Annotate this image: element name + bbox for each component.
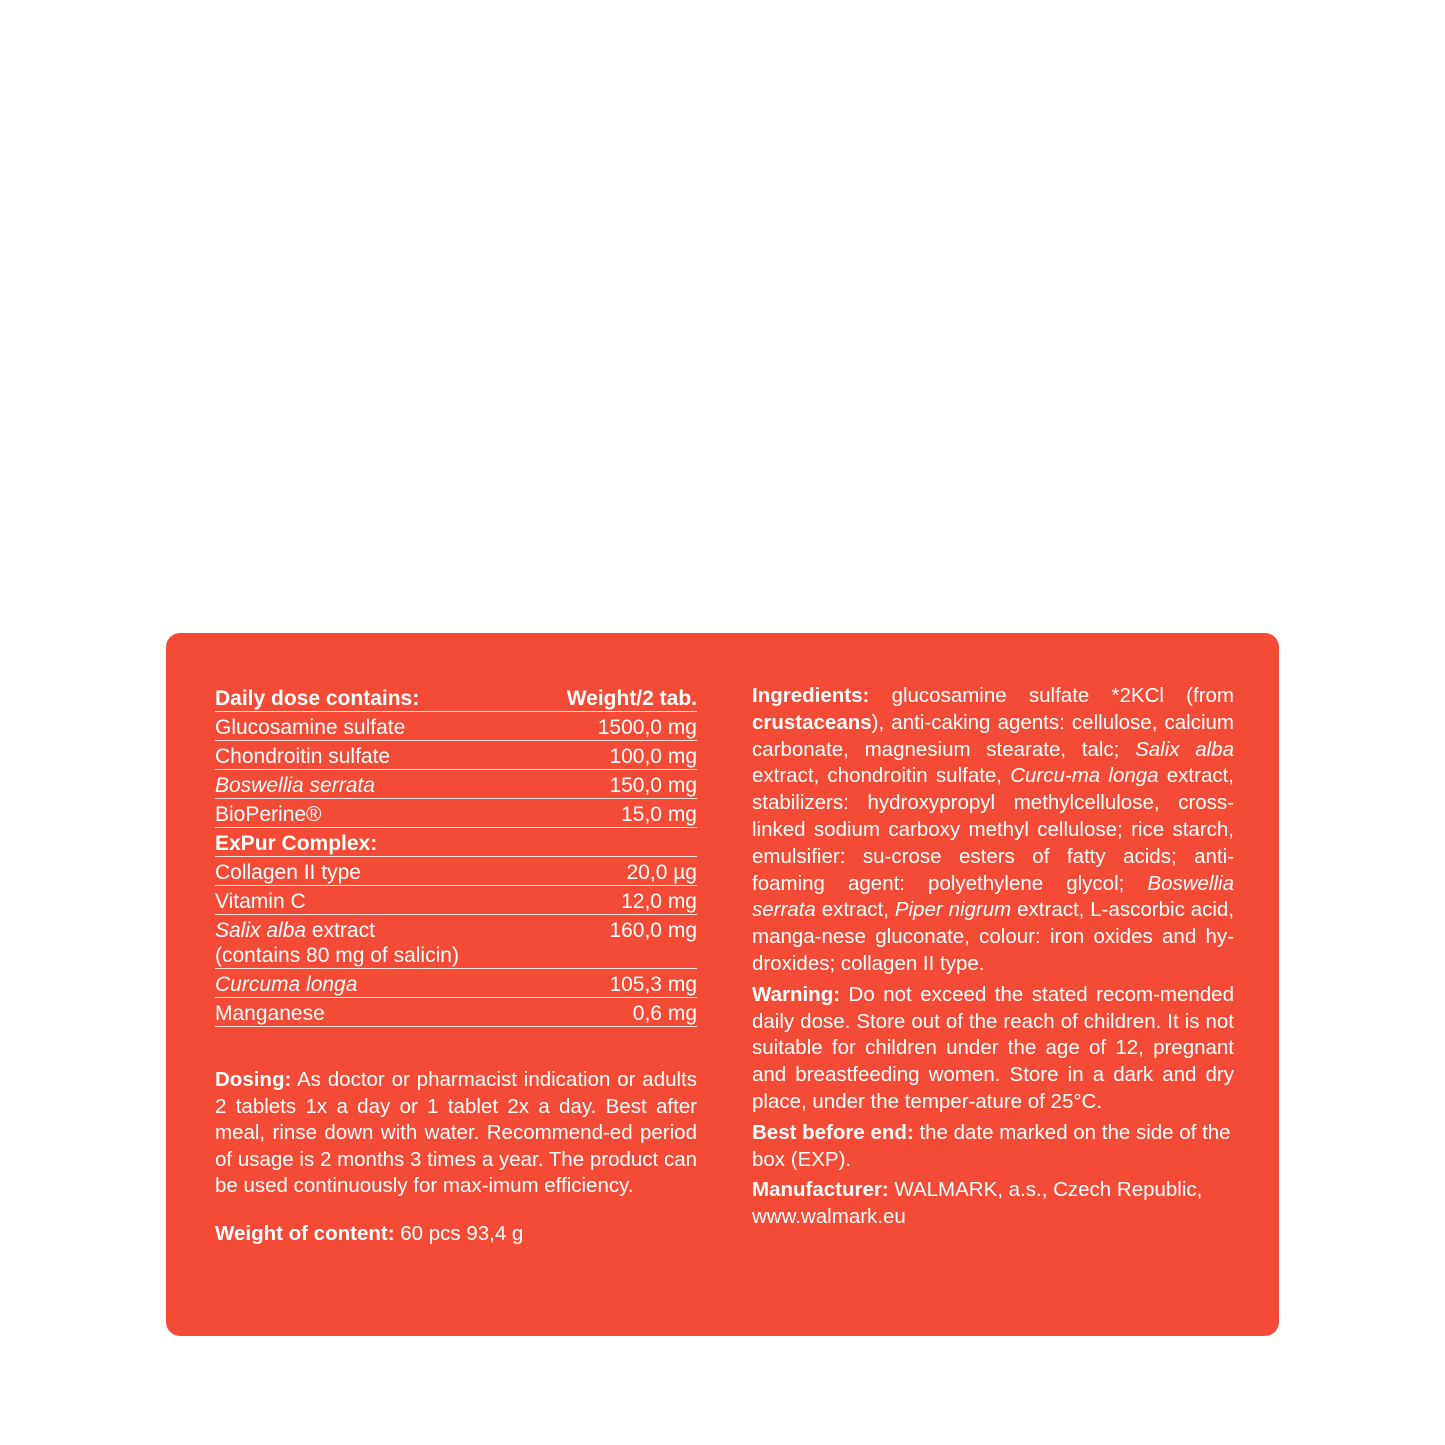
ingredients-text: ), anti-caking agents: cellulose, calcium carbonate, magnesium stearate, talc; [752,710,1234,761]
table-row [215,712,697,741]
header-label: Daily dose contains: [215,683,529,712]
row-name [215,915,529,969]
row-name: BioPerine® [215,799,529,828]
row-amount: 12,0 mg [529,886,697,915]
row-name: Vitamin C [215,886,529,915]
right-column [752,683,1234,1235]
warning-text: Do not exceed the stated recom-mended daily dose. Store out of the reach of children. It is not suitable for children under the age of 12, pregnant and breastfeeding women. Store in a dark and dry place, under the temper-ature of 25°C. [752,982,1234,1113]
table-row [215,998,697,1027]
row-amount: 20,0 µg [529,857,697,886]
ingredients-italic: Piper nigrum [894,898,1012,922]
row-name [215,969,529,998]
empty-cell [529,828,697,857]
row-amount: 100,0 mg [529,741,697,770]
row-amount: 15,0 mg [529,799,697,828]
warning-label: Warning: [752,982,841,1006]
dosing-label: Dosing: [215,1068,292,1091]
table-row [215,915,697,969]
complex-header-row [215,828,697,857]
table-row [215,770,697,799]
table-row [215,969,697,998]
ingredients-text: extract, chondroitin sulfate, [752,764,1011,788]
best-before-paragraph [752,1120,1234,1174]
row-amount: 0,6 mg [529,998,697,1027]
table-row [215,799,697,828]
left-column [215,683,697,1248]
table-header-row [215,683,697,712]
row-name [215,770,529,799]
ingredients-italic: Curcu-ma longa [1010,764,1159,788]
dosing-paragraph [215,1067,697,1200]
manufacturer-text: WALMARK, a.s., Czech Republic, www.walmark.eu [752,1178,1203,1229]
row-name: Manganese [215,998,529,1027]
manufacturer-paragraph [752,1177,1234,1231]
daily-dose-table [215,683,697,1027]
ingredients-text: extract, stabilizers: hydroxypropyl methylcellulose, cross-linked sodium carboxy methyl cellulose; rice starch, emulsifier: su-crose esters of fatty acids; anti-foaming agent: polyethylene glycol; [752,764,1234,895]
ingredients-text: extract, [815,898,895,922]
row-amount: 105,3 mg [529,969,697,998]
row-name: Collagen II type [215,857,529,886]
product-label [166,633,1279,1336]
ingredients-label: Ingredients: [752,684,870,707]
best-before-text: the date marked on the side of the box (EXP). [752,1120,1231,1171]
row-amount: 1500,0 mg [529,712,697,741]
ingredients-paragraph [752,683,1234,978]
header-amount: Weight/2 tab. [529,683,697,712]
row-amount: 160,0 mg [529,915,697,969]
table-row [215,857,697,886]
ingredients-italic: Boswellia serrata [752,871,1234,922]
table-row [215,741,697,770]
table-row [215,886,697,915]
best-before-label: Best before end: [752,1120,914,1144]
row-name-rest: extract [306,919,375,942]
weight-value: 60 pcs 93,4 g [394,1221,524,1245]
allergen-text: crustaceans [752,710,872,734]
row-amount: 150,0 mg [529,770,697,799]
row-note: (contains 80 mg of salicin) [215,944,459,967]
complex-label: ExPur Complex: [215,828,529,857]
ingredients-text: extract, L-ascorbic acid, manga-nese gluconate, colour: iron oxides and hy-droxides; collagen II type. [752,898,1235,975]
manufacturer-label: Manufacturer: [752,1178,889,1202]
row-name-italic: Salix alba [215,919,307,942]
row-name-italic: Curcuma longa [215,973,358,996]
ingredients-text: glucosamine sulfate *2KCl (from [869,684,1234,707]
ingredients-italic: Salix alba [1135,737,1234,761]
row-name-italic: Boswellia serrata [215,774,375,797]
row-name: Glucosamine sulfate [215,712,529,741]
row-name: Chondroitin sulfate [215,741,529,770]
weight-line [215,1221,697,1248]
warning-paragraph [752,982,1234,1116]
weight-label: Weight of content: [215,1221,395,1245]
dosing-text: As doctor or pharmacist indication or adults 2 tablets 1x a day or 1 tablet 2x a day. Best after meal, rinse down with water. Recommend-ed period of usage is 2 months 3 times a year. The product can be used continuously for max-imum efficiency. [215,1068,697,1198]
